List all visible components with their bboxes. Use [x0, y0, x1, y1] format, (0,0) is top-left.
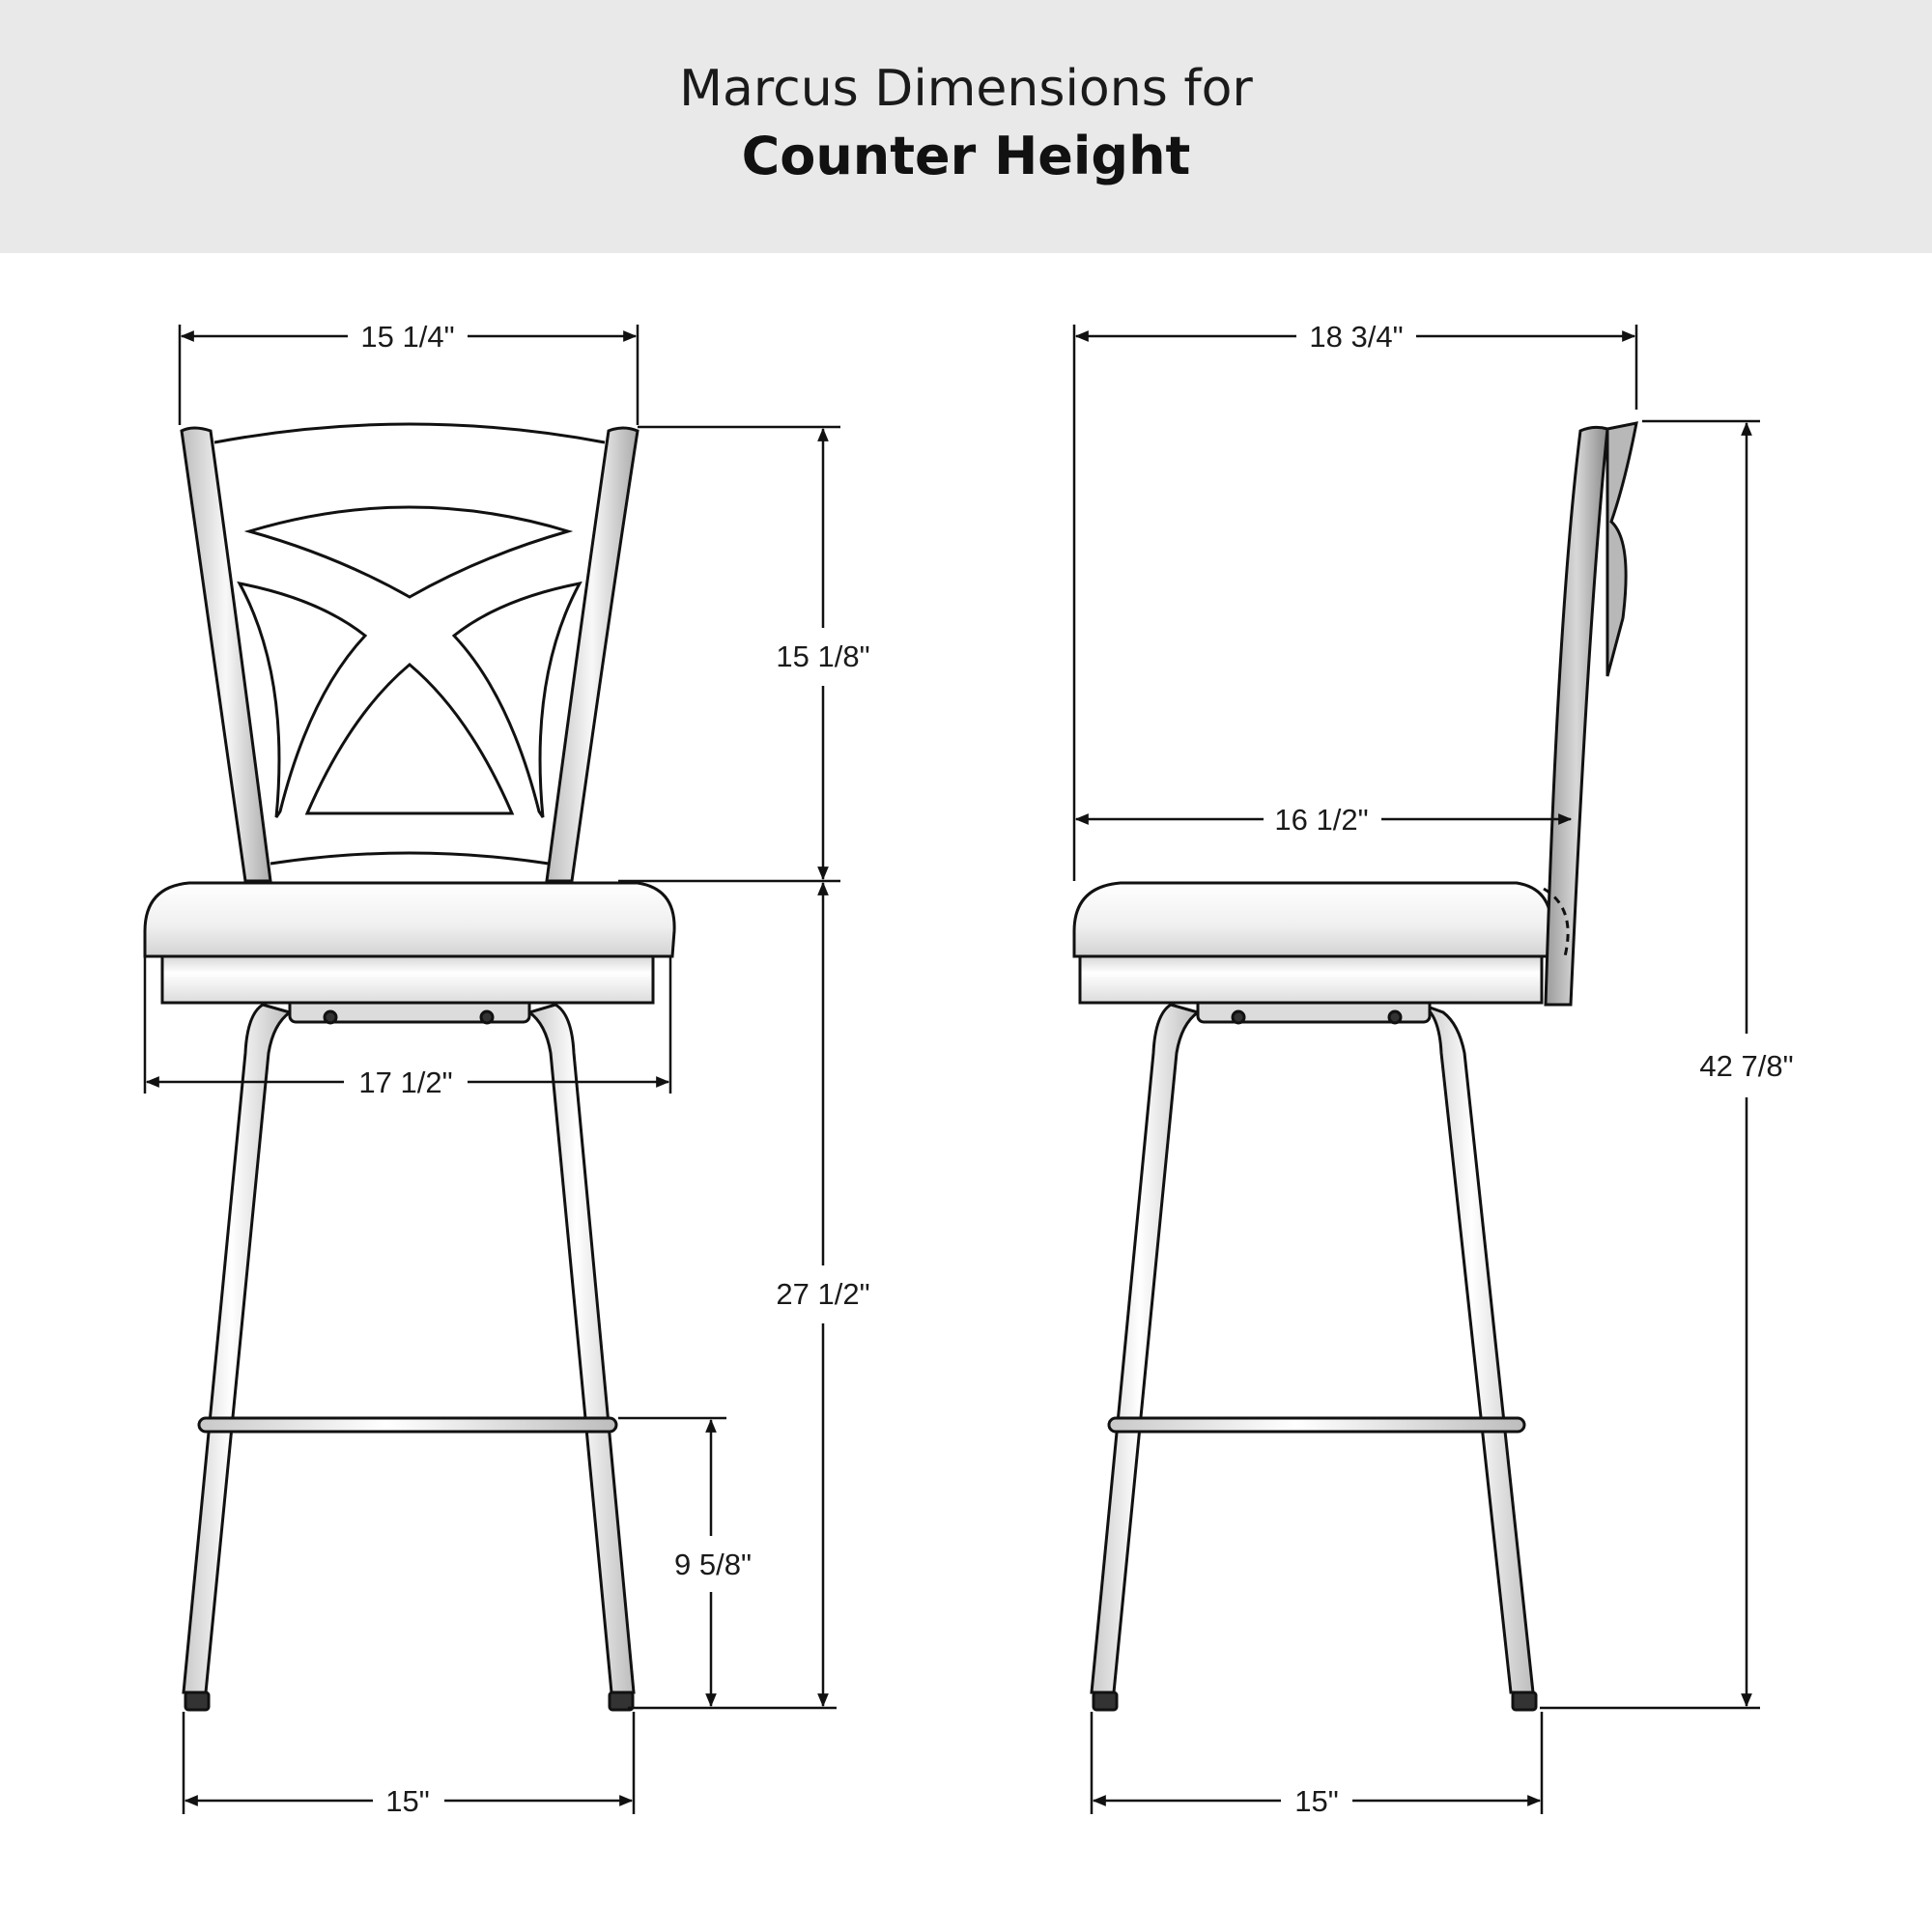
label-seat-width: 17 1/2" [358, 1065, 453, 1099]
front-seat-skirt [162, 956, 653, 1003]
label-footrest-height: 9 5/8" [674, 1548, 752, 1581]
side-back-panel [1607, 423, 1636, 676]
front-seat-cushion [145, 883, 674, 956]
side-leg-right [1422, 1005, 1533, 1692]
side-seat-skirt [1080, 956, 1542, 1003]
page-title: Marcus Dimensions for [679, 60, 1253, 118]
front-back-post-right [547, 428, 638, 881]
front-footrest [199, 1418, 616, 1432]
side-dimensions [1074, 325, 1760, 1814]
front-back-x-lower [307, 665, 512, 813]
label-overall-height: 42 7/8" [1699, 1049, 1794, 1083]
front-foot-left [185, 1692, 209, 1710]
side-view-stool [1074, 423, 1636, 1710]
label-side-base-width: 15" [1294, 1784, 1339, 1818]
label-overall-depth: 18 3/4" [1309, 320, 1404, 354]
front-leg-left [184, 1005, 290, 1692]
front-back-post-left [182, 428, 270, 881]
label-back-height: 15 1/8" [776, 639, 870, 673]
front-leg-right [529, 1005, 634, 1692]
label-back-width: 15 1/4" [360, 320, 455, 354]
side-footrest [1109, 1418, 1524, 1432]
front-back-top-rail [214, 424, 605, 442]
front-back-bottom-rail [270, 853, 549, 864]
front-back-x-upper [249, 507, 568, 597]
side-back-post [1546, 427, 1607, 1005]
label-seat-height: 27 1/2" [776, 1277, 870, 1311]
side-seat-cushion [1074, 883, 1551, 956]
side-leg-left [1092, 1005, 1198, 1692]
side-foot-right [1513, 1692, 1536, 1710]
label-front-base-width: 15" [385, 1784, 430, 1818]
side-foot-left [1094, 1692, 1117, 1710]
page-subtitle: Counter Height [741, 126, 1191, 186]
label-seat-depth: 16 1/2" [1274, 803, 1369, 837]
